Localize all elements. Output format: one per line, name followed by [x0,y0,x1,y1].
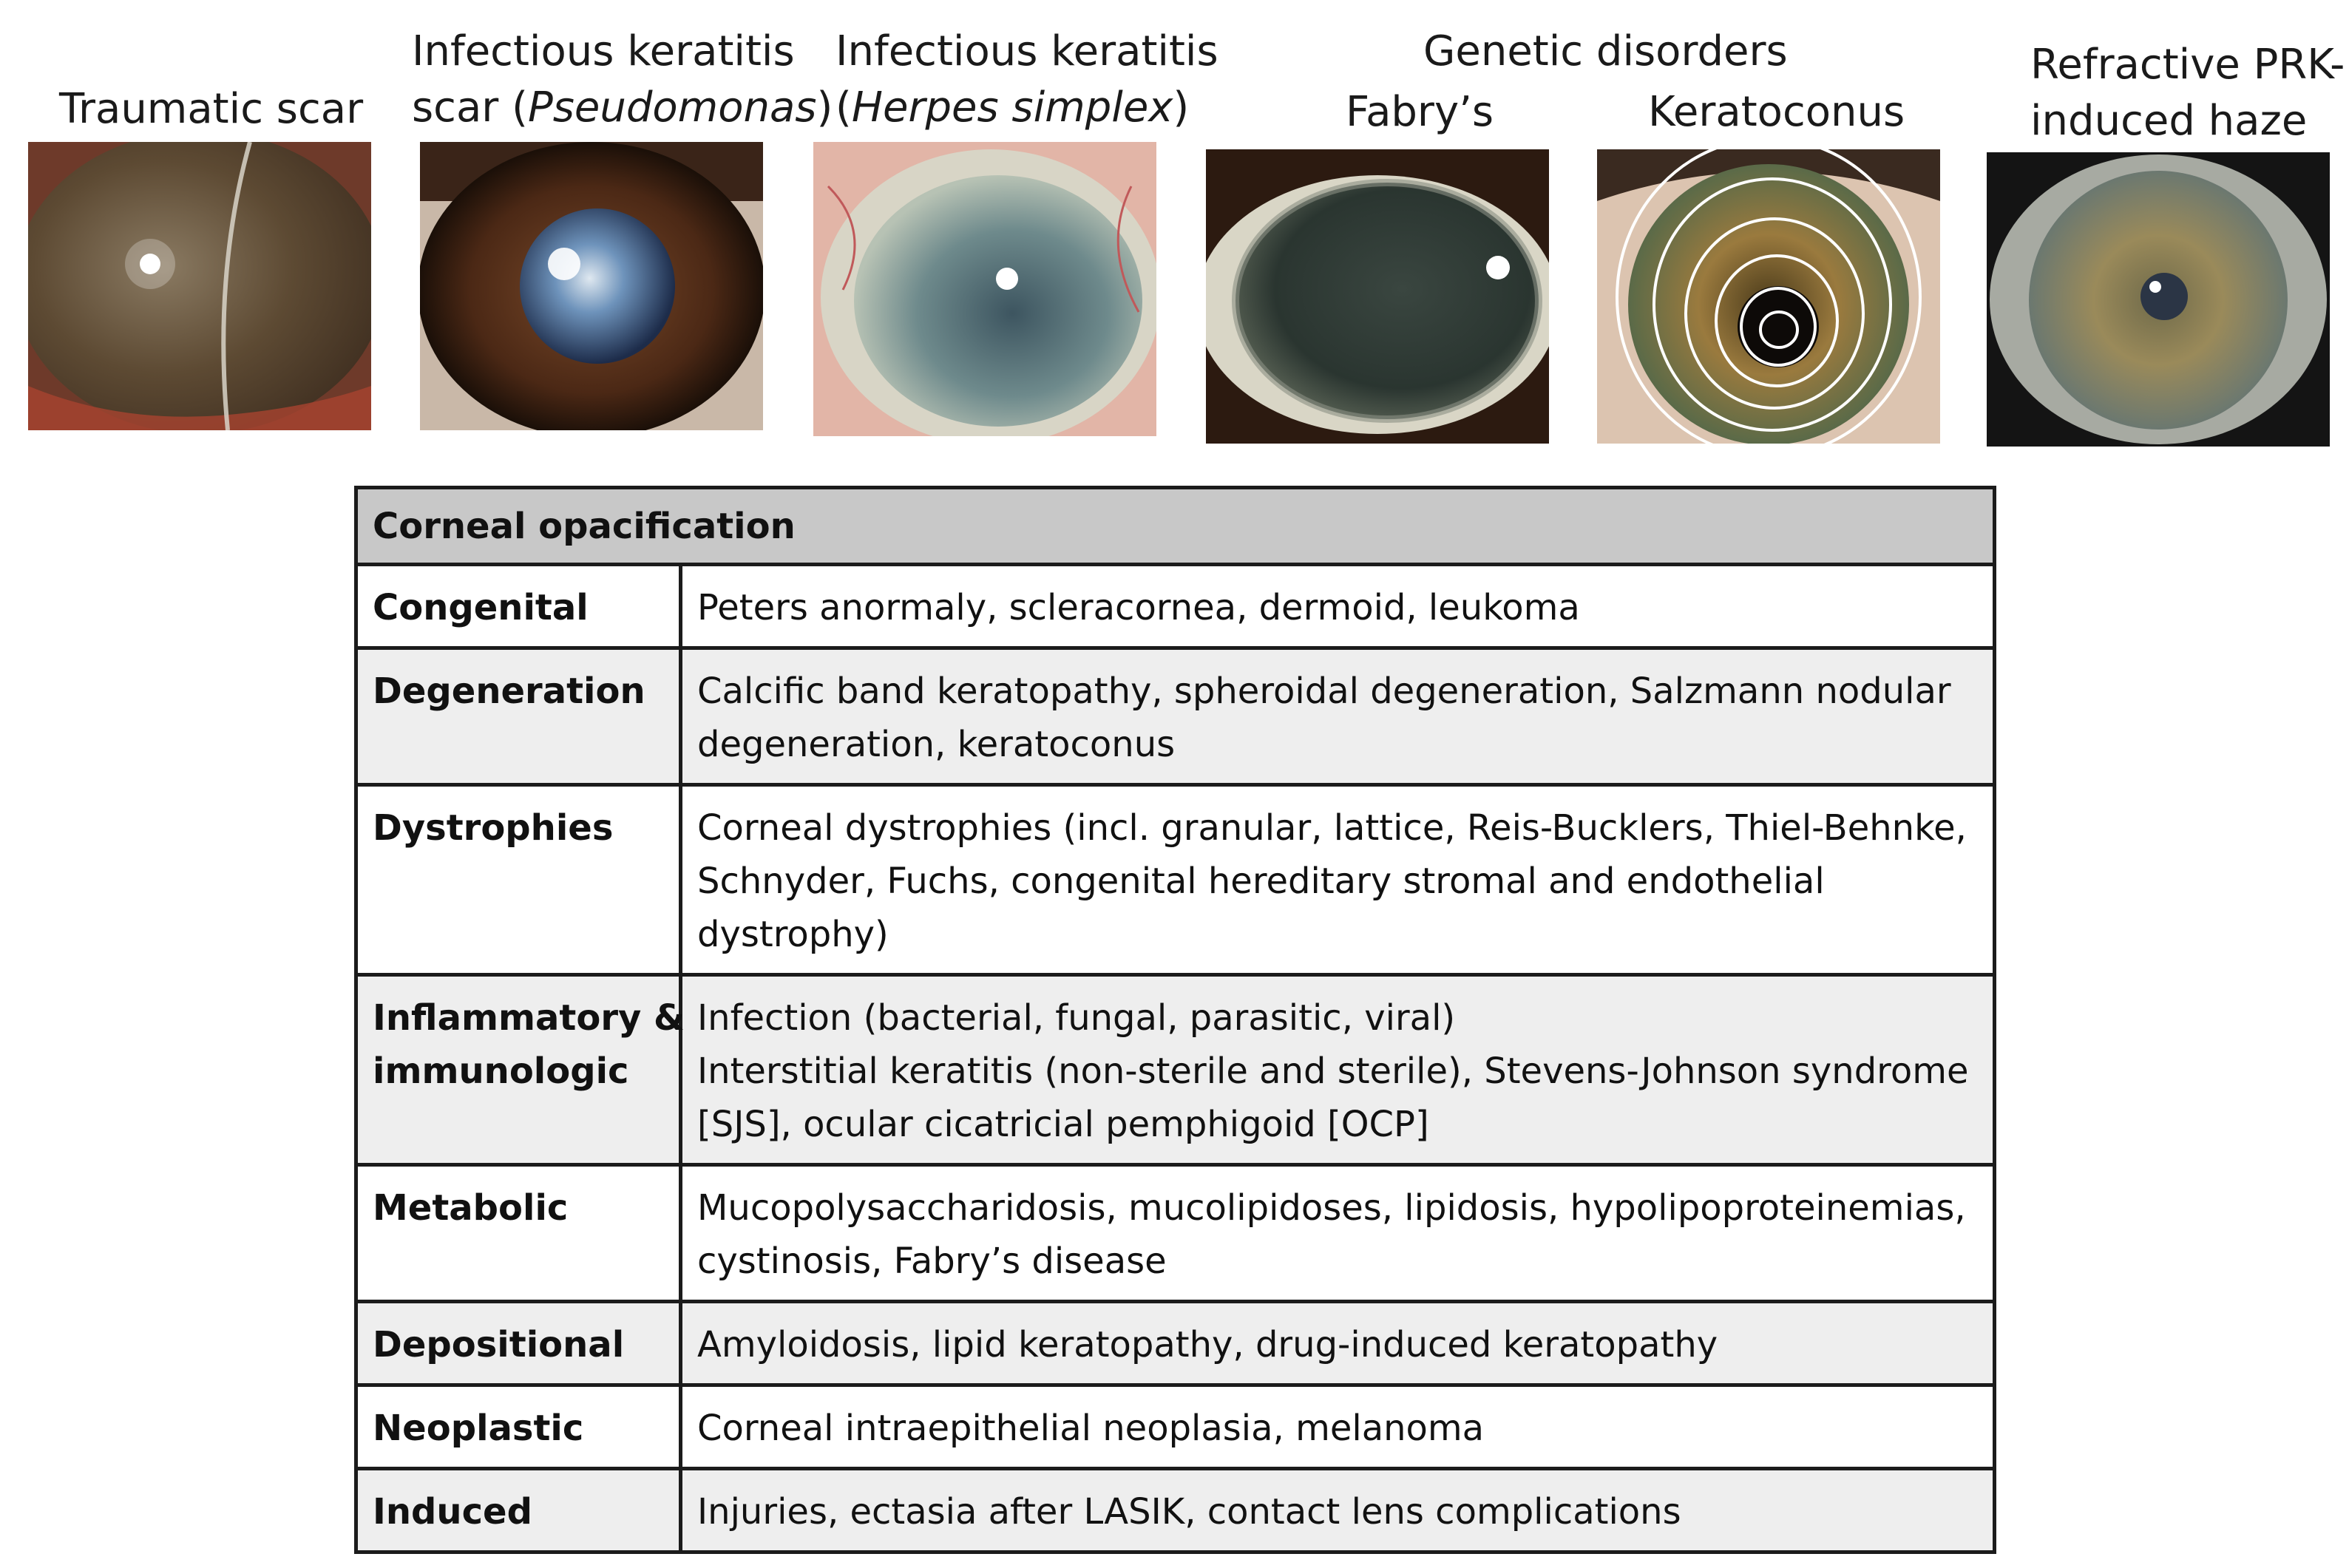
category-text: Depositional [373,1324,625,1365]
description-text: Schnyder, Fuchs, congenital hereditary stromal and endothelial [697,861,1825,902]
description-text: Mucopolysaccharidosis, mucolipidoses, lipidosis, hypolipoproteinemias, [697,1187,1966,1229]
row-description [682,977,1993,1163]
caption-genetic-disorders: Genetic disorders [1423,27,1788,75]
description-text: [SJS], ocular cicatricial pemphigoid [OCP] [697,1104,1429,1145]
description-text: Amyloidosis, lipid keratopathy, drug-induced keratopathy [697,1324,1718,1365]
keratoconus-photo [1597,149,1940,444]
table-row [358,1470,1993,1550]
table-row [358,977,1993,1167]
caption-pseudomonas-text: scar ( [412,84,528,132]
description-text: cystinosis, Fabry’s disease [697,1241,1167,1282]
description-text: Calcific band keratopathy, spheroidal degeneration, Salzmann nodular [697,671,1951,712]
row-description [682,566,1993,646]
table-row [358,566,1993,650]
row-category [358,1167,682,1300]
row-description [682,1167,1993,1300]
table-row [358,1303,1993,1387]
row-category [358,977,685,1163]
caption-prk-line1: Refractive PRK- [2030,41,2345,89]
traumatic-scar-photo [28,142,371,430]
description-text: Injuries, ectasia after LASIK, contact lens complications [697,1491,1681,1533]
pseudomonas-scar-photo [420,142,763,430]
row-description [682,650,1993,783]
caption-pseudomonas-line1: Infectious keratitis [412,27,795,75]
corneal-opacification-table [354,486,1996,1554]
fabry-photo [1206,149,1549,444]
table-row [358,650,1993,787]
table-header: Corneal opacification [358,489,1993,566]
row-category [358,650,682,783]
row-category [358,566,682,646]
description-text: Infection (bacterial, fungal, parasitic, viral) [697,997,1456,1039]
table-row [358,787,1993,977]
row-category [358,787,682,973]
caption-pseudomonas-organism: Pseudomonas [527,84,817,132]
row-description [682,1387,1993,1467]
table-row [358,1167,1993,1303]
caption-pseudomonas-line2 [412,80,833,136]
category-text: Congenital [373,587,589,628]
row-description [682,1470,1993,1550]
description-text: Corneal intraepithelial neoplasia, melanoma [697,1408,1485,1449]
caption-traumatic-scar: Traumatic scar [59,85,364,133]
description-text: Peters anormaly, scleracornea, dermoid, leukoma [697,587,1580,628]
row-description [682,1303,1993,1383]
category-text: Degeneration [373,671,645,712]
category-text: Induced [373,1491,532,1533]
category-text: Inflammatory & [373,997,685,1039]
row-category [358,1387,682,1467]
description-text: degeneration, keratoconus [697,724,1176,765]
caption-herpes-line2 [835,80,1189,136]
description-text: Interstitial keratitis (non-sterile and sterile), Stevens-Johnson syndrome [697,1051,1969,1092]
prk-haze-photo [1987,152,2330,447]
caption-herpes-organism: Herpes simplex [851,84,1173,132]
row-category [358,1470,682,1550]
category-text: Metabolic [373,1187,569,1229]
caption-fabry: Fabry’s [1346,88,1494,136]
row-description [682,787,1993,973]
caption-herpes-close: ) [1173,84,1190,132]
caption-herpes-line1: Infectious keratitis [835,27,1218,75]
caption-keratoconus: Keratoconus [1648,88,1905,136]
row-category [358,1303,682,1383]
table-row [358,1387,1993,1470]
category-text: Neoplastic [373,1408,584,1449]
caption-herpes-open: ( [835,84,852,132]
caption-pseudomonas-close: ) [816,84,833,132]
caption-prk-line2: induced haze [2030,97,2308,145]
description-text: Corneal dystrophies (incl. granular, lattice, Reis-Bucklers, Thiel-Behnke, [697,807,1967,849]
category-text: Dystrophies [373,807,614,849]
category-text: immunologic [373,1051,629,1092]
herpes-keratitis-photo [813,142,1156,436]
description-text: dystrophy) [697,914,889,955]
